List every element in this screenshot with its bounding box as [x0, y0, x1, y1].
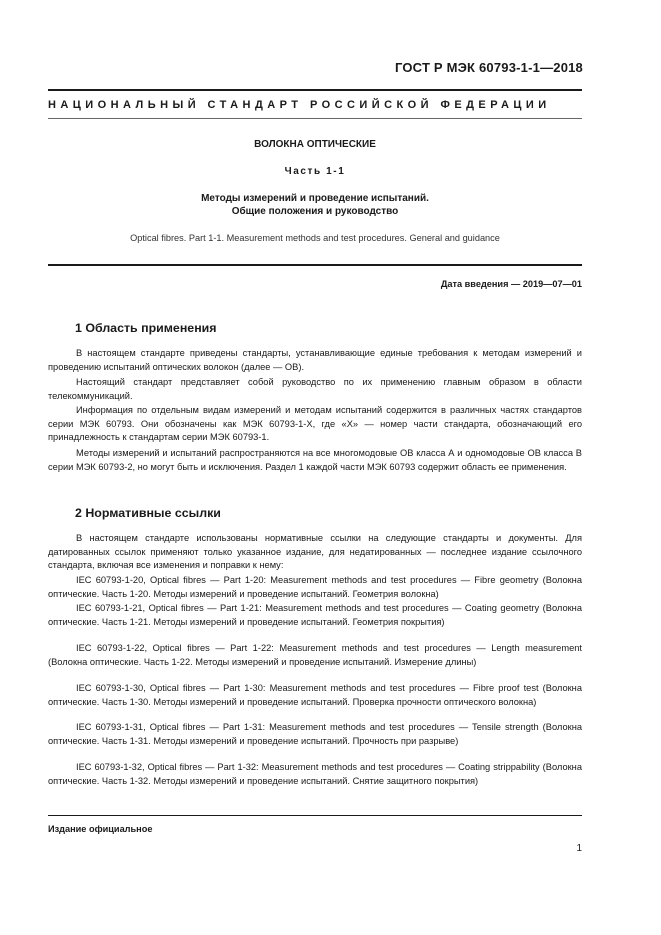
top-rule [48, 89, 582, 91]
document-title: ВОЛОКНА ОПТИЧЕСКИЕ [254, 139, 376, 150]
paragraph: В настоящем стандарте приведены стандарты, устанавливающие единые требования к методам измерений и проведению испытаний оптических волокон (далее — ОВ). [48, 348, 582, 372]
reference-entry: IEC 60793-1-20, Optical fibres — Part 1-20: Measurement methods and test procedures — Fibre geometry (Волокна оптические. Часть 1-20. Методы измерений и проведение испытаний. Геометрия волокна) [48, 575, 582, 599]
official-edition-label: Издание официальное [48, 824, 153, 834]
document-subtitle-line2: Общие положения и руководство [231, 206, 399, 217]
page-number: 1 [576, 843, 582, 854]
reference-entry: IEC 60793-1-30, Optical fibres — Part 1-30: Measurement methods and test procedures — Fibre proof test (Волокна оптические. Часть 1-30. Методы измерений и проведение испытаний. Проверка прочности оптического волокна) [48, 683, 582, 707]
reference-entry: IEC 60793-1-32, Optical fibres — Part 1-32: Measurement methods and test procedures — Coating strippability (Волокна оптические. Часть 1-32. Методы измерений и проведение испытаний. Снятие защитного покрытия) [48, 762, 582, 786]
reference-entry: IEC 60793-1-22, Optical fibres — Part 1-22: Measurement methods and test procedures — Length measurement (Волокна оптические. Часть 1-22. Методы измерений и проведение испытаний. Измерение длины) [48, 643, 582, 667]
national-standard-banner: НАЦИОНАЛЬНЫЙ СТАНДАРТ РОССИЙСКОЙ ФЕДЕРАЦИИ [48, 99, 551, 111]
paragraph: Методы измерений и испытаний распространяются на все многомодовые ОВ класса А и одномодовые ОВ класса В серии МЭК 60793-2, но могут быть и исключения. Раздел 1 каждой части МЭК 60793 содержит область ее применения. [48, 448, 582, 472]
banner-rule [48, 118, 582, 119]
footer-rule [48, 815, 582, 816]
reference-entry: IEC 60793-1-31, Optical fibres — Part 1-31: Measurement methods and test procedures — Tensile strength (Волокна оптические. Часть 1-31. Методы измерений и проведение испытаний. Прочность при разрыве) [48, 722, 582, 746]
standard-code: ГОСТ Р МЭК 60793-1-1—2018 [394, 60, 583, 75]
title-rule [48, 264, 582, 266]
introduction-date: Дата введения — 2019—07—01 [440, 279, 582, 289]
paragraph: Информация по отдельным видам измерений и методам испытаний содержится в различных частях стандартов серии МЭК 60793. Они обозначены как МЭК 60793-1-X, где «X» — номер части стандарта, обозначающий его принадлежность к стандартам серии МЭК 60793-1. [48, 405, 582, 443]
section-heading: 2 Нормативные ссылки [75, 506, 221, 520]
section-heading: 1 Область применения [75, 321, 217, 335]
reference-entry: IEC 60793-1-21, Optical fibres — Part 1-21: Measurement methods and test procedures — Coating geometry (Волокна оптические. Часть 1-21. Методы измерений и проведение испытаний. Геометрия покрытия) [48, 603, 582, 627]
paragraph: В настоящем стандарте использованы нормативные ссылки на следующие стандарты и документы. Для датированных ссылок применяют только указанное издание, для недатированных — последнее издание ссылочного стандарта, включая все изменения и поправки к нему: [48, 533, 582, 571]
document-subtitle-line1: Методы измерений и проведение испытаний. [201, 193, 429, 204]
english-title: Optical fibres. Part 1-1. Measurement methods and test procedures. General and guidance [130, 233, 500, 243]
paragraph: Настоящий стандарт представляет собой руководство по их применению главным образом в области телекоммуникаций. [48, 377, 582, 401]
document-part: Часть 1-1 [284, 166, 346, 177]
